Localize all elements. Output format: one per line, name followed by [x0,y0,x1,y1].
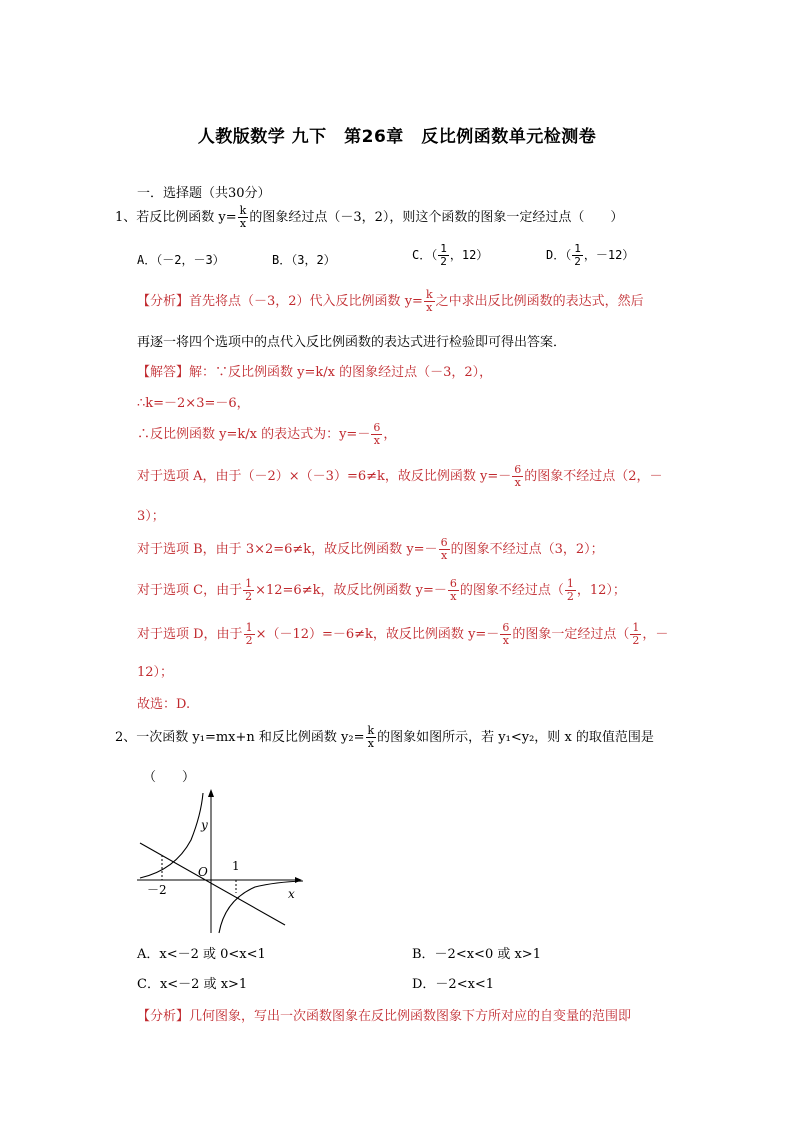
analysis-text-a: 首先将点（－3，2）代入反比例函数 y= [189,294,423,309]
q2-stem-text-b: 的图象如图所示，若 y₁<y₂，则 x 的取值范围是 [377,730,654,745]
fraction-six-over-x [371,422,382,447]
check-c-text-d: ，12）； [576,583,626,598]
q2-stem-fraction [366,725,377,750]
q2-option-b: B．－2<x<0 或 x>1 [412,947,541,962]
fraction-half [572,243,583,268]
fraction-numerator: k [425,288,433,301]
x-axis-arrow [295,877,302,883]
q1-check-c [137,578,626,603]
fraction-numerator: 1 [566,577,574,590]
fraction-denominator: x [502,634,509,647]
function-graph [135,785,310,935]
fraction-numerator: 1 [632,621,640,634]
fraction-numerator: k [367,724,375,737]
q1-check-d-cont: 12）； [137,665,174,680]
option-d-prefix: D．（ [546,248,572,262]
fraction-half [243,578,254,603]
fraction-six-over-x [512,464,523,489]
fraction-six-over-x [500,622,511,647]
fraction-half [244,622,255,647]
page-title: 人教版数学 九下 第26章 反比例函数单元检测卷 [197,127,597,147]
check-d-text-d: ，－ [642,627,669,642]
q1-check-a [137,464,663,489]
q1-option-d [546,243,634,268]
section-heading: 一．选择题（共30分） [137,186,271,201]
q1-analysis [137,289,644,314]
q1-stem-text-a: 1、若反比例函数 y= [115,210,237,225]
check-c-text-c: 的图象不经过点（ [459,583,564,598]
fraction-numerator: 1 [245,577,253,590]
check-a-text-a: 对于选项 A，由于（－2）×（－3）=6≠k，故反比例函数 y=－ [137,469,512,484]
q2-option-c: C．x<－2 或 x>1 [137,977,248,992]
q1-choose: 故选：D. [137,697,191,712]
fraction-denominator: 2 [574,255,581,268]
q1-stem [115,205,623,230]
analysis-text-b: 之中求出反比例函数的表达式，然后 [435,294,644,309]
tick-label-one: 1 [232,859,240,873]
tick-label-neg2: －2 [147,883,167,897]
option-d-suffix: ，－12） [583,248,635,262]
fraction-denominator: x [514,476,521,489]
check-d-text-a: 对于选项 D，由于 [137,627,243,642]
answer-line3-b: ， [383,427,397,442]
check-d-text-b: ×（－12）=－6≠k，故反比例函数 y=－ [255,627,500,642]
fraction-numerator: 6 [440,536,448,549]
fraction-denominator: 2 [632,634,640,647]
fraction-numerator: 1 [574,242,581,255]
q2-stem [115,725,654,750]
check-b-text-a: 对于选项 B，由于 3×2=6≠k，故反比例函数 y=－ [137,542,438,557]
fraction-denominator: x [239,217,247,230]
fraction-numerator: 1 [245,621,253,634]
check-c-text-a: 对于选项 C，由于 [137,583,243,598]
check-c-text-b: ×12=6≠k，故反比例函数 y=－ [255,583,447,598]
q2-analysis [137,1005,631,1024]
q1-option-b: B．（3，2） [272,253,336,267]
q2-option-a: A．x<－2 或 0<x<1 [137,947,266,962]
fraction-denominator: 2 [566,590,574,603]
analysis-tag: 【分析】 [137,294,190,309]
q2-answer-paren: （ ） [143,770,196,785]
q2-option-d: D．－2<x<1 [412,977,495,992]
analysis-fraction [424,289,435,314]
fraction-denominator: x [440,549,448,562]
q1-analysis-line2: 再逐一将四个选项中的点代入反比例函数的表达式进行检验即可得出答案． [137,335,567,350]
fraction-denominator: x [450,590,457,603]
q1-option-a: A．（－2，－3） [137,253,225,267]
answer-line3-a: ∴反比例函数 y=k/x 的表达式为：y=－ [137,427,371,442]
fraction-numerator: 6 [514,463,522,476]
fraction-numerator: 6 [502,621,510,634]
fraction-six-over-x [448,578,459,603]
fraction-numerator: 6 [373,421,381,434]
fraction-half [565,578,576,603]
q1-stem-text-b: 的图象经过点（－3，2），则这个函数的图象一定经过点（ ） [249,210,624,225]
fraction-numerator: 6 [449,577,457,590]
fraction-six-over-x [439,537,450,562]
fraction-denominator: 2 [440,255,447,268]
check-d-text-c: 的图象一定经过点（ [512,627,630,642]
hyperbola-branch-left [140,793,203,878]
y-axis-arrow [208,789,214,797]
fraction-denominator: 2 [245,590,253,603]
fraction-denominator: 2 [245,634,253,647]
q1-stem-fraction [238,205,249,230]
analysis-text: 几何图象，写出一次函数图象在反比例函数图象下方所对应的自变量的范围即 [189,1009,632,1024]
q1-check-b [137,537,604,562]
answer-line1-text: 解：∵反比例函数 y=k/x 的图象经过点（－3，2）， [189,365,493,380]
q1-option-c [412,243,488,268]
fraction-denominator: x [373,434,380,447]
fraction-denominator: x [426,301,433,314]
y-axis-label: y [201,818,208,832]
check-b-text-b: 的图象不经过点（3，2）； [450,542,604,557]
q1-check-a-cont: 3）； [137,509,165,524]
q1-answer-line1 [137,361,492,380]
q2-stem-text-a: 2、一次函数 y₁=mx+n 和反比例函数 y₂= [115,730,365,745]
q1-answer-line3 [137,422,396,447]
option-c-prefix: C．（ [412,248,438,262]
check-a-text-b: 的图象不经过点（2，－ [524,469,663,484]
x-axis-label: x [288,887,295,901]
fraction-half [630,622,641,647]
fraction-denominator: x [367,737,374,750]
fraction-half [438,243,449,268]
q1-check-d [137,622,668,647]
q1-answer-line2: ∴k=－2×3=－6， [137,396,250,411]
answer-tag: 【解答】 [137,365,190,380]
fraction-numerator: 1 [440,242,447,255]
option-c-suffix: ，12） [449,248,489,262]
analysis-tag: 【分析】 [137,1009,190,1024]
origin-label: O [198,865,208,879]
fraction-numerator: k [239,204,247,217]
